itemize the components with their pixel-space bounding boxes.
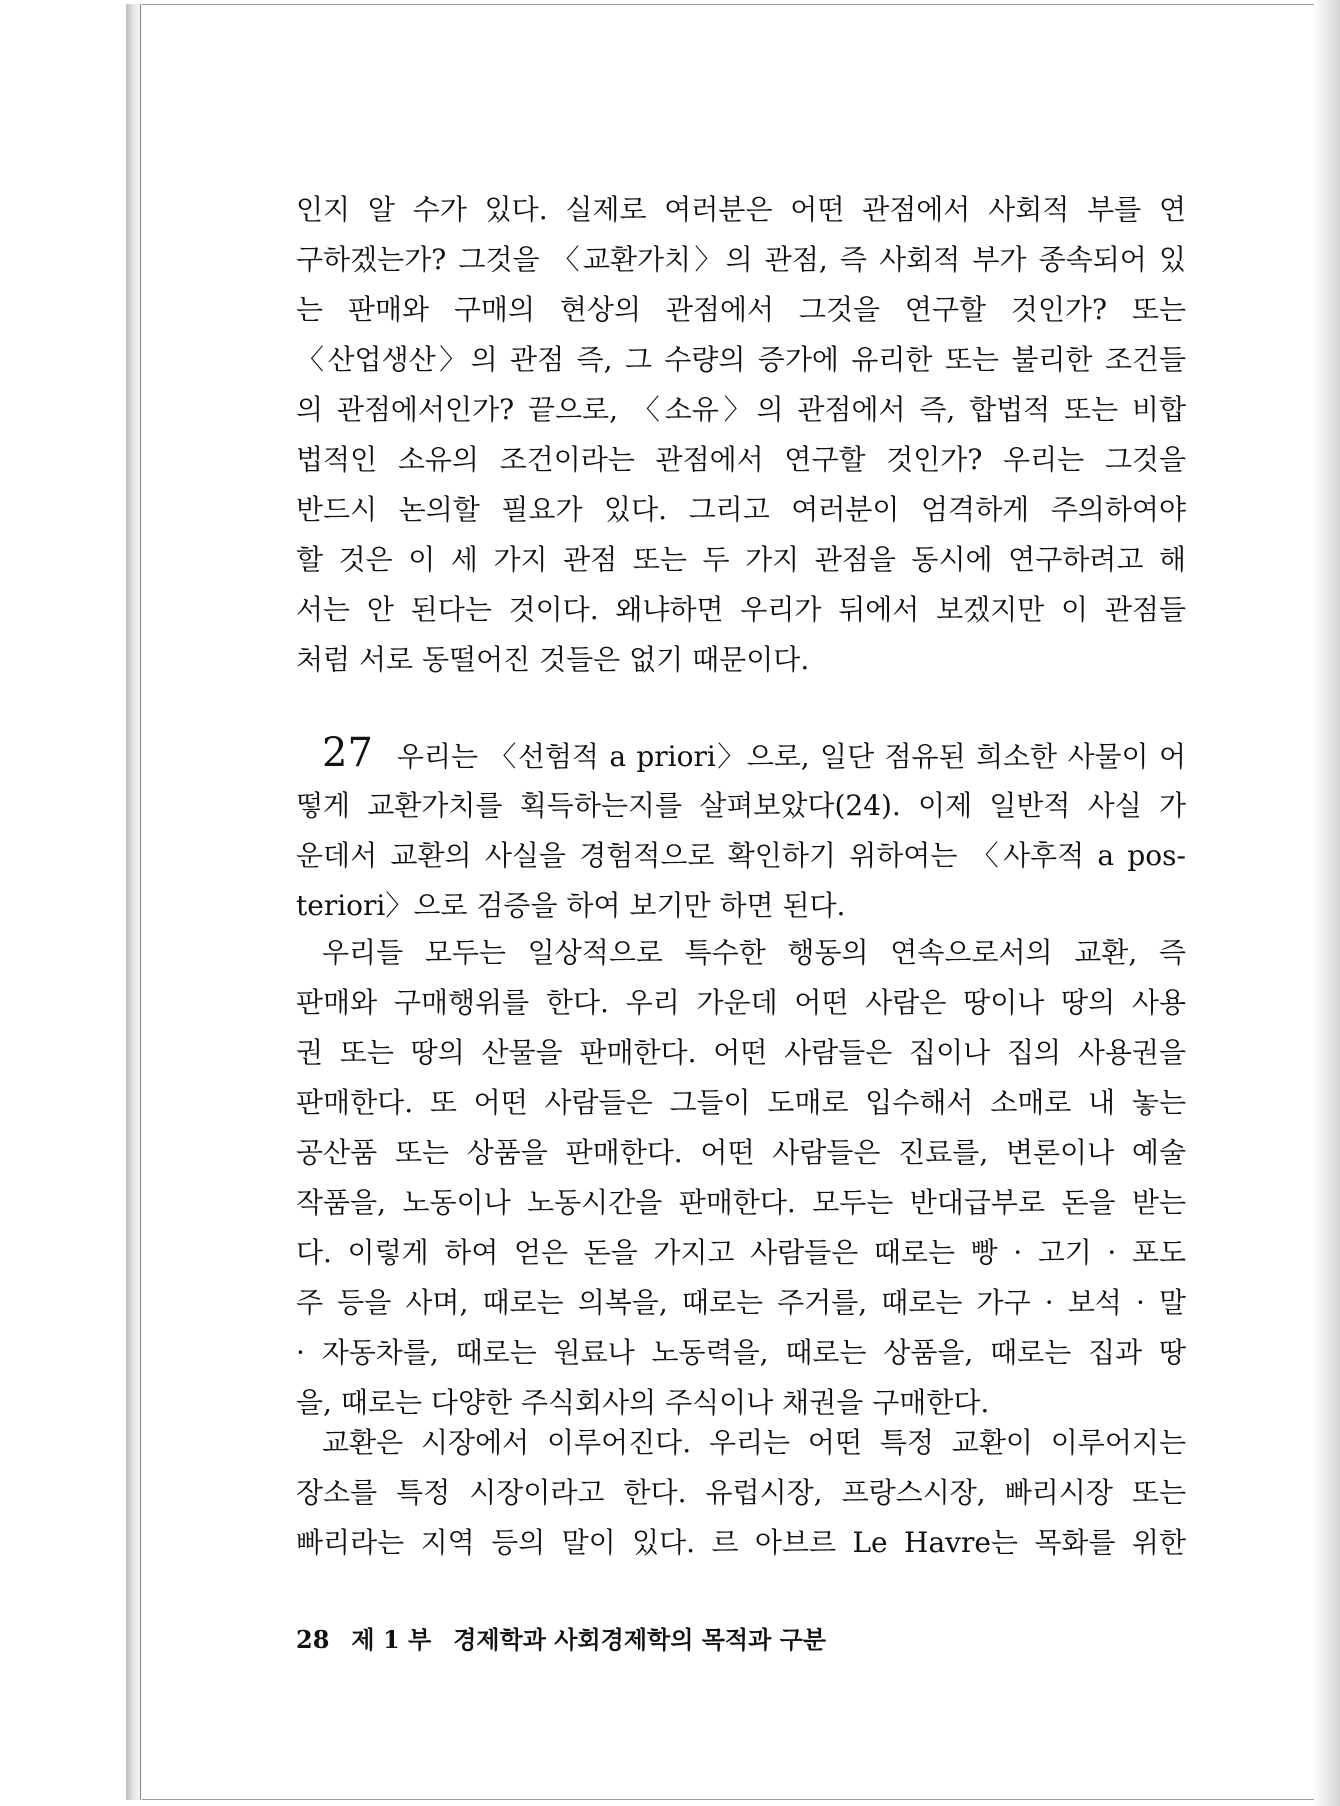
section-number: 27 bbox=[322, 730, 373, 776]
text-line: teriori〉으로 검증을 하여 보기만 하면 된다. bbox=[296, 889, 846, 922]
text-line: 작품을, 노동이나 노동시간을 판매한다. 모두는 반대급부로 돈을 받는 bbox=[296, 1186, 1186, 1219]
text-line: 는 판매와 구매의 현상의 관점에서 그것을 연구할 것인가? 또는 bbox=[296, 293, 1186, 326]
text-line: 을, 때로는 다양한 주식회사의 주식이나 채권을 구매한다. bbox=[296, 1386, 990, 1419]
section-27 bbox=[296, 725, 1186, 931]
text-line: 의 관점에서인가? 끝으로, 〈소유〉의 관점에서 즉, 합법적 또는 비합 bbox=[296, 393, 1186, 426]
paragraph-block-3 bbox=[296, 1418, 1186, 1568]
text-line: 구하겠는가? 그것을 〈교환가치〉의 관점, 즉 사회적 부가 종속되어 있 bbox=[296, 243, 1186, 276]
text-line: · 자동차를, 때로는 원료나 노동력을, 때로는 상품을, 때로는 집과 땅 bbox=[296, 1336, 1186, 1369]
text-line: 인지 알 수가 있다. 실제로 여러분은 어떤 관점에서 사회적 부를 연 bbox=[296, 193, 1186, 226]
text-line: 판매와 구매행위를 한다. 우리 가운데 어떤 사람은 땅이나 땅의 사용 bbox=[296, 986, 1186, 1019]
spine-edge bbox=[140, 4, 141, 1800]
text-line: 떻게 교환가치를 획득하는지를 살펴보았다(24). 이제 일반적 사실 가 bbox=[296, 789, 1186, 822]
section-first-line bbox=[296, 725, 1186, 781]
text-line: 법적인 소유의 조건이라는 관점에서 연구할 것인가? 우리는 그것을 bbox=[296, 443, 1186, 476]
page-edge-shadow bbox=[1312, 0, 1340, 1806]
text-line: 교환은 시장에서 이루어진다. 우리는 어떤 특정 교환이 이루어지는 bbox=[322, 1426, 1186, 1459]
text-line: 빠리라는 지역 등의 말이 있다. 르 아브르 Le Havre는 목화를 위한 bbox=[296, 1526, 1186, 1559]
text-line: 운데서 교환의 사실을 경험적으로 확인하기 위하여는 〈사후적 a pos- bbox=[296, 839, 1186, 872]
text-line: 권 또는 땅의 산물을 판매한다. 어떤 사람들은 집이나 집의 사용권을 bbox=[296, 1036, 1186, 1069]
text-line: 공산품 또는 상품을 판매한다. 어떤 사람들은 진료를, 변론이나 예술 bbox=[296, 1136, 1186, 1169]
page-footer bbox=[296, 1620, 826, 1655]
text-line: 반드시 논의할 필요가 있다. 그리고 여러분이 엄격하게 주의하여야 bbox=[296, 493, 1186, 526]
text-line: 판매한다. 또 어떤 사람들은 그들이 도매로 입수해서 소매로 내 놓는 bbox=[296, 1086, 1186, 1119]
text-line: 다. 이렇게 하여 얻은 돈을 가지고 사람들은 때로는 빵 · 고기 · 포도 bbox=[296, 1236, 1186, 1269]
page-number: 28 bbox=[296, 1625, 330, 1654]
text-line: 〈산업생산〉의 관점 즉, 그 수량의 증가에 유리한 또는 불리한 조건들 bbox=[296, 343, 1186, 376]
paragraph-block-2 bbox=[296, 928, 1186, 1428]
text-line: 처럼 서로 동떨어진 것들은 없기 때문이다. bbox=[296, 643, 810, 676]
chapter-title: 경제학과 사회경제학의 목적과 구분 bbox=[453, 1625, 827, 1654]
text-line: 할 것은 이 세 가지 관점 또는 두 가지 관점을 동시에 연구하려고 해 bbox=[296, 543, 1186, 576]
text-line: 우리들 모두는 일상적으로 특수한 행동의 연속으로서의 교환, 즉 bbox=[322, 936, 1186, 969]
text-line: 주 등을 사며, 때로는 의복을, 때로는 주거를, 때로는 가구 · 보석 · 말 bbox=[296, 1286, 1186, 1319]
section-first-line-text: 우리는 〈선험적 a priori〉으로, 일단 점유된 희소한 사물이 어 bbox=[396, 740, 1186, 773]
paragraph-block-1 bbox=[296, 185, 1186, 685]
text-line: 장소를 특정 시장이라고 한다. 유럽시장, 프랑스시장, 빠리시장 또는 bbox=[296, 1476, 1186, 1509]
part-label: 제 1 부 bbox=[351, 1625, 432, 1654]
text-line: 서는 안 된다는 것이다. 왜냐하면 우리가 뒤에서 보겠지만 이 관점들 bbox=[296, 593, 1186, 626]
